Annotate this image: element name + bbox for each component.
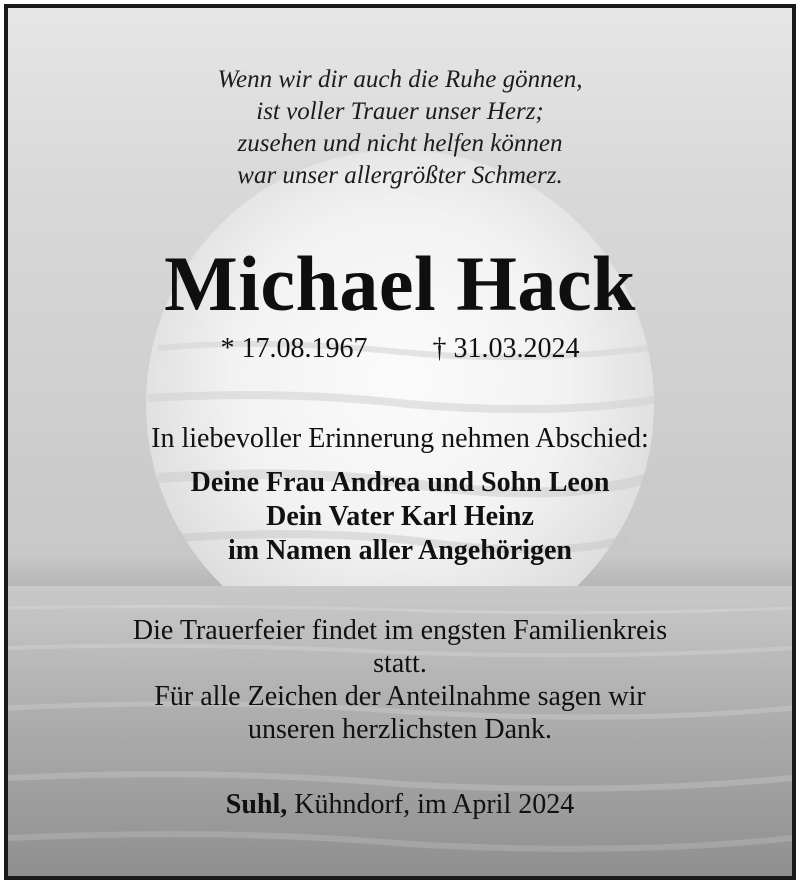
mourner-line: Dein Vater Karl Heinz — [266, 501, 534, 532]
notice-line: statt. — [373, 648, 427, 679]
mourner-line: Deine Frau Andrea und Sohn Leon — [190, 467, 610, 498]
poem-line: ist voller Trauer unser Herz; — [256, 98, 544, 125]
poem-line: zusehen und nicht helfen können — [237, 130, 563, 157]
notice-line: Die Trauerfeier findet im engsten Familienkreis — [132, 615, 668, 646]
notice-line: Für alle Zeichen der Anteilnahme sagen wir — [154, 681, 646, 712]
funeral-notice — [8, 614, 792, 746]
notice-line: unseren herzlichsten Dank. — [248, 714, 552, 745]
birth-date: * 17.08.1967 — [220, 333, 368, 364]
mourners-list — [8, 466, 792, 568]
poem-line: Wenn wir dir auch die Ruhe gönnen, — [217, 66, 583, 93]
death-date: † 31.03.2024 — [432, 333, 580, 364]
poem — [8, 64, 792, 192]
poem-line: war unser allergrößter Schmerz. — [237, 162, 563, 189]
place-city: Suhl, — [225, 789, 288, 820]
place-and-date — [8, 788, 792, 822]
place-rest: Kühndorf, im April 2024 — [287, 789, 575, 820]
mourner-line: im Namen aller Angehörigen — [227, 535, 572, 566]
farewell-intro: In liebevoller Erinnerung nehmen Abschied: — [151, 423, 649, 454]
deceased-name: Michael Hack — [164, 240, 636, 327]
obituary-card — [4, 4, 796, 880]
life-dates — [8, 332, 792, 366]
